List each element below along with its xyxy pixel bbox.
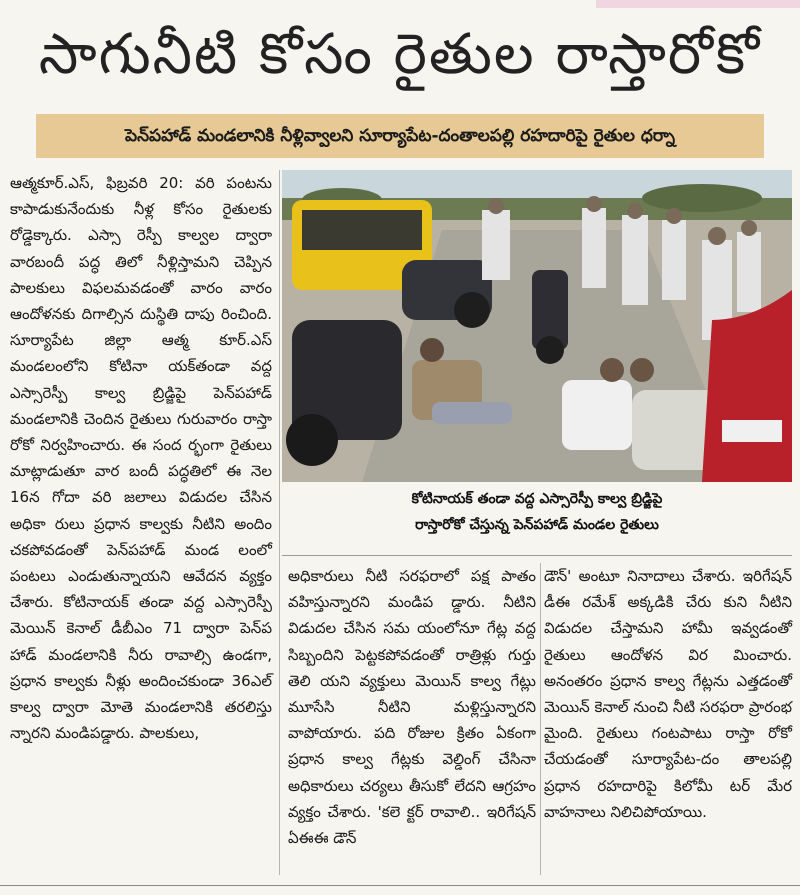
bottom-rule bbox=[0, 885, 800, 886]
headline: సాగునీటి కోసం రైతుల రాస్తారోకో bbox=[38, 22, 762, 87]
article-text-2: అధికారులు నీటి సరఫరాలో పక్ష పాతం వహిస్తున్నారని మండిప డ్డారు. నీటిని విడుదల చేసిన సమ యంలోనూ గేట్ల వద్ద సిబ్బందిని పెట్టకపోవడంతో రాత్రిళ్లు గుర్తు తెలి యని వ్యక్తులు మెయిన్ కాల్వ గేట్లు మూసేసి నీటిని మళ్లిస్తున్నారని వాపోయారు. పది రోజుల క్రితం ఏకంగా ప్రధాన కాల్వ గేట్లకు వెల్డింగ్ చేసినా అధికారులు చర్యలు తీసుకో లేదని ఆగ్రహం వ్యక్తం చేశారు. 'కలె క్టర్ రావాలి.. ఇరిగేషన్ ఏఈఈ డౌన్ bbox=[288, 567, 536, 848]
column-divider-2 bbox=[540, 563, 541, 875]
article-column-1 bbox=[10, 170, 272, 875]
caption-line-1: కోటినాయక్ తండా వద్ద ఎస్సారెస్పీ కాల్వ బ్రిడ్జిపై bbox=[411, 491, 663, 507]
photo-illustration bbox=[282, 170, 792, 482]
article-column-3 bbox=[544, 563, 792, 875]
article-column-2 bbox=[288, 563, 536, 875]
subheadline-banner: పెన్‌పహాడ్ మండలానికి నీళ్లివ్వాలని సూర్యాపేట-దంతాలపల్లి రహదారిపై రైతుల ధర్నా bbox=[36, 114, 764, 158]
photo-caption bbox=[282, 486, 792, 542]
news-photo bbox=[282, 170, 792, 482]
caption-line-2: రాస్తారోకో చేస్తున్న పెన్‌పహాడ్ మండల రైతులు bbox=[415, 517, 659, 533]
column-divider bbox=[279, 170, 280, 875]
article-text-1: ఆత్మకూర్.ఎస్, ఫిబ్రవరి 20: వరి పంటను కాపాడుకునేందుకు నీళ్ల కోసం రైతులకు రోడ్డెక్కారు. ఎస్సా రెస్పీ కాల్వల ద్వారా వారబందీ పద్ధ తిలో నీళ్లిస్తామని చెప్పిన పాలకులు విఫలమవడంతో వారం వారం ఆందోళనకు దిగాల్సిన దుస్థితి దాపు రించింది. సూర్యాపేట జిల్లా ఆత్మ కూర్.ఎస్ మండలంలోని కోటినా యక్‌తండా వద్ద ఎస్సారెస్పీ కాల్వ బ్రిడ్జిపై పెన్‌పహాడ్ మండలానికి చెందిన రైతులు గురువారం రాస్తా రోకో నిర్వహించారు. ఈ సంద ర్భంగా రైతులు మాట్లాడుతూ వార బందీ పద్ధతిలో ఈ నెల 16న గోదా వరి జలాలు విడుదల చేసిన అధికా రులు ప్రధాన కాల్వకు నీటిని అందిం చకపోవడంతో పెన్‌పహాడ్ మండ లంలో పంటలు ఎండుతున్నాయని ఆవేదన వ్యక్తం చేశారు. కోటినాయక్ తండా వద్ద ఎస్సారెస్పీ మెయిన్ కెనాల్ డీబీఎం 71 ద్వారా పెన్‌ప హాడ్ మండలానికి నీరు రావాల్సి ఉండగా, ప్రధాన కాల్వకు నీళ్లు అందించకుండా 36ఎల్ కాల్వ ద్వారా మోతె మండలానికి తరలిస్తు న్నారని మండిపడ్డారు. పాలకులు, bbox=[10, 174, 272, 743]
article-text-3: డౌన్' అంటూ నినాదాలు చేశారు. ఇరిగేషన్ డీఈ రమేశ్ అక్కడికి చేరు కుని నీటిని విడుదల చేస్తామని హామీ ఇవ్వడంతో రైతులు ఆందోళన విర మించారు. అనంతరం ప్రధాన కాల్వ గేట్లను ఎత్తడంతో మెయిన్ కెనాల్ నుంచి నీటి సరఫరా ప్రారంభ మైంది. రైతులు గంటపాటు రాస్తా రోకో చేయడంతో సూర్యాపేట-దం తాలపల్లి ప్రధాన రహదారిపై కిలోమీ టర్ మేర వాహనాలు నిలిచిపోయాయి. bbox=[544, 567, 792, 821]
caption-divider bbox=[282, 555, 792, 556]
